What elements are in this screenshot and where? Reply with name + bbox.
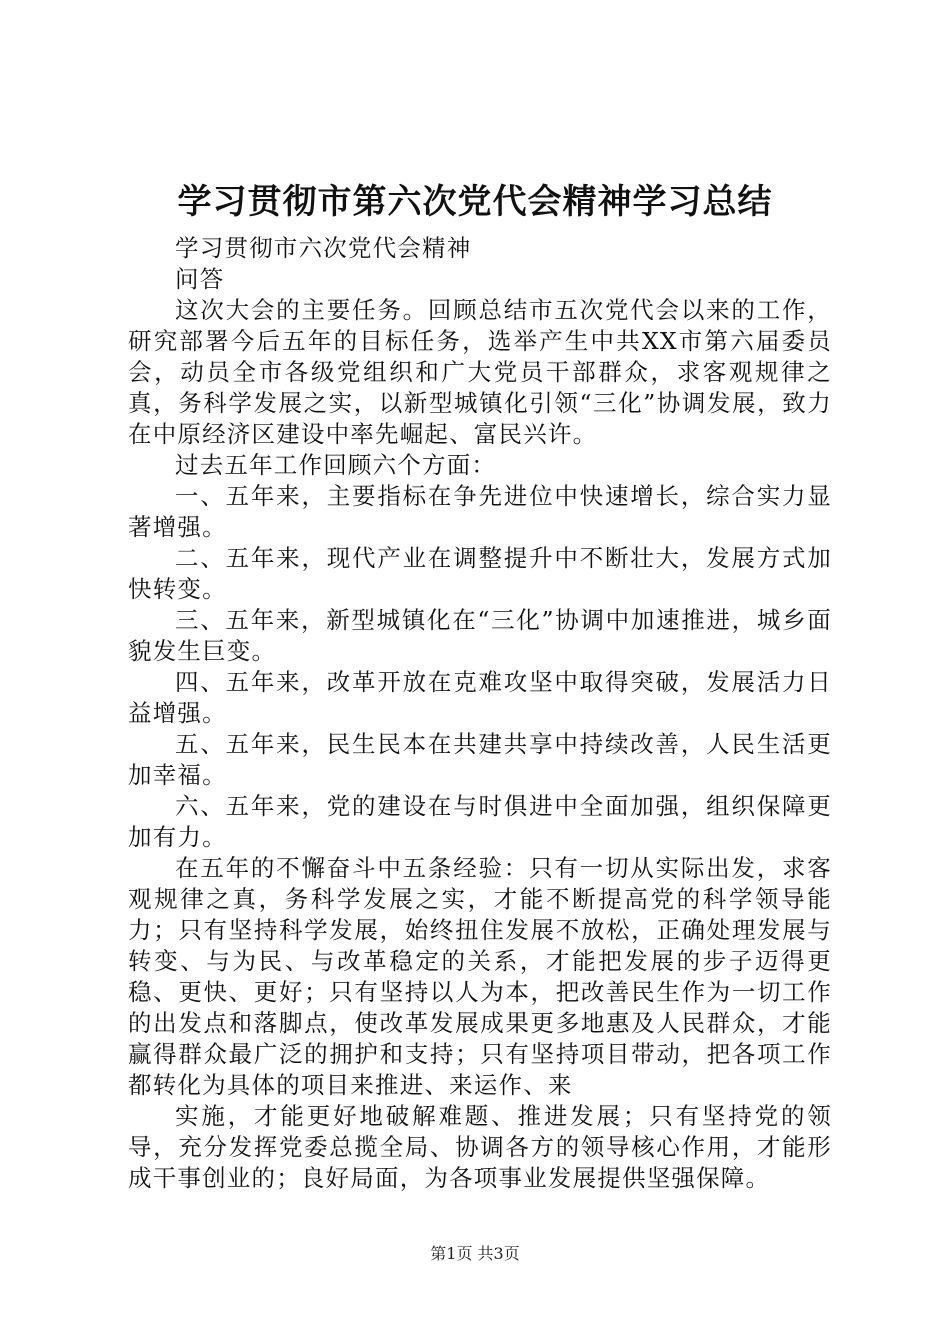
- paragraph-review-4: 四、五年来，改革开放在克难攻坚中取得突破，发展活力日益增强。: [128, 668, 832, 727]
- paragraph-review-intro: 过去五年工作回顾六个方面：: [175, 451, 497, 479]
- paragraph-experience: 在五年的不懈奋斗中五条经验：只有一切从实际出发，求客观规律之真，务科学发展之实，才能不断提高党的科学领导能力；只有坚持科学发展，始终扭住发展不放松，正确处理发展与转变、与为民、与改革稳定的关系，才能把发展的步子迈得更稳、更快、更好；只有坚持以人为本，把改善民生作为一切工作的出发点和落脚点，使改革发展成果更多地惠及人民群众，才能赢得群众最广泛的拥护和支持；只有坚持项目带动，把各项工作都转化为具体的项目来推进、来运作、来: [128, 854, 832, 1099]
- document-title: 学习贯彻市第六次党代会精神学习总结: [177, 182, 773, 222]
- paragraph-main-task: 这次大会的主要任务。回顾总结市五次党代会以来的工作，研究部署今后五年的目标任务，选举产生中共XX市第六届委员会，动员全市各级党组织和广大党员干部群众，求客观规律之真，务科学发展之实，以新型城镇化引领“三化”协调发展，致力在中原经济区建设中率先崛起、富民兴许。: [128, 296, 832, 448]
- paragraph-review-3: 三、五年来，新型城镇化在“三化”协调中加速推进，城乡面貌发生巨变。: [128, 606, 832, 665]
- paragraph-review-1: 一、五年来，主要指标在争先进位中快速增长，综合实力显著增强。: [128, 482, 832, 541]
- paragraph-review-5: 五、五年来，民生民本在共建共享中持续改善，人民生活更加幸福。: [128, 730, 832, 789]
- paragraph-review-6: 六、五年来，党的建设在与时俱进中全面加强，组织保障更加有力。: [128, 792, 832, 851]
- page-number-footer: 第1页 共3页: [430, 1244, 520, 1263]
- paragraph-subtitle: 学习贯彻市六次党代会精神: [175, 234, 472, 262]
- paragraph-experience-cont: 实施，才能更好地破解难题、推进发展；只有坚持党的领导，充分发挥党委总揽全局、协调各方的领导核心作用，才能形成干事创业的；良好局面，为各项事业发展提供坚强保障。: [128, 1102, 832, 1192]
- paragraph-review-2: 二、五年来，现代产业在调整提升中不断壮大，发展方式加快转变。: [128, 544, 832, 603]
- paragraph-qa-label: 问答: [175, 265, 225, 293]
- document-body: [128, 233, 832, 1194]
